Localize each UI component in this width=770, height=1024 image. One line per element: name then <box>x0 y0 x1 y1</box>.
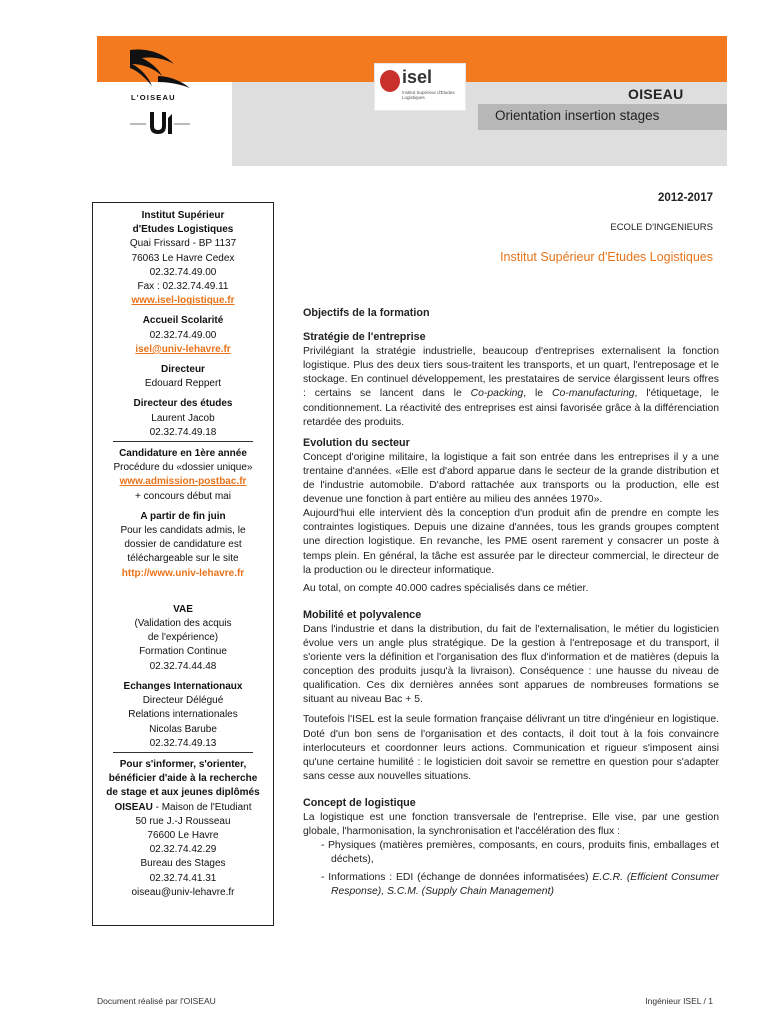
footer-page-number: Ingénieur ISEL / 1 <box>645 996 713 1006</box>
intl-line-2: Relations internationales <box>128 709 238 721</box>
inst-address-1: Quai Frissard - BP 1137 <box>129 238 237 250</box>
concept-bullet-informations: - Informations : EDI (échange de données informatisées) E.C.R. (Efficient Consumer Response), S.C.M. (Supply Chain Management) <box>321 872 719 898</box>
candidature-title: Candidature en 1ère année <box>119 448 247 460</box>
bureau-email[interactable]: oiseau@univ-lehavre.fr <box>131 886 235 898</box>
concept-heading: Concept de logistique <box>303 796 416 809</box>
juin-line-3: téléchargeable sur le site <box>127 553 239 565</box>
isel-logo-word: isel <box>402 67 433 87</box>
contact-sidebar <box>92 202 274 926</box>
oiseau-address-line: OISEAU - Maison de l'Etudiant <box>114 801 252 813</box>
mobilite-paragraph-1: Dans l'industrie et dans la distribution, du fait de l'externalisation, le métier du logisticien évolue vers un angle plus stratégique. De la gestion à l'entreposage et du transport, il s'oriente vers la définition et l'organisation des flux d'information et de matières (depuis la conception des produits jusqu'à la livraison). Conséquence : une hausse du niveau de qualification. Ces dix dernières années sont apparues de nombreuses formations se situant au niveau Bac + 5. <box>303 623 719 706</box>
intl-line-1: Directeur Délégué <box>142 695 224 707</box>
oiseau-address-3: 76600 Le Havre <box>147 829 219 841</box>
oiseau-phone: 02.32.74.42.29 <box>149 844 217 856</box>
years-label: 2012-2017 <box>658 192 713 204</box>
vae-title: VAE <box>173 603 193 615</box>
candidature-concours: + concours début mai <box>135 490 231 502</box>
mobilite-paragraph-2: Toutefois l'ISEL est la seule formation française délivrant un titre d'ingénieur en logistique. Doté d'un bon sens de l'organisation et des contacts, il doit tout à la fois convaincre interlocuteurs et coordonner leurs actions. Communication et rigueur s'imposent ainsi qu'une certaine humilité : le logisticien doit savoir se remettre en question pour s'adapter sans cesse aux nouvelles situations. <box>303 714 719 782</box>
candidature-procedure: Procédure du «dossier unique» <box>113 462 253 474</box>
institute-title: Institut Supérieur d'Etudes Logistiques <box>500 250 713 264</box>
evolution-heading: Evolution du secteur <box>303 436 410 449</box>
oiseau-bird-logo <box>128 46 192 90</box>
org-name: OISEAU <box>628 86 684 102</box>
isel-mark-icon <box>380 70 400 92</box>
juin-title: A partir de fin juin <box>140 510 226 522</box>
oiseau-logo-text: L'OISEAU <box>131 93 176 102</box>
scolarite-email-link[interactable]: isel@univ-lehavre.fr <box>135 343 231 355</box>
org-subtitle: Orientation insertion stages <box>495 108 660 123</box>
etudes-phone: 02.32.74.49.18 <box>149 426 217 438</box>
objectifs-heading: Objectifs de la formation <box>303 307 430 319</box>
info-heading: Pour s'informer, s'orienter, bénéficier d'aide à la recherche de stage et aux jeunes diplômés <box>106 758 260 799</box>
univ-lehavre-link[interactable]: http://www.univ-lehavre.fr <box>121 567 245 579</box>
concept-bullet-physiques: - Physiques (matières premières, composants, en cours, produits finis, emballages et déchets), <box>321 840 719 866</box>
divider <box>113 752 253 753</box>
intl-title: Echanges Internationaux <box>123 680 243 692</box>
evolution-paragraph-2: Aujourd'hui elle intervient dès la conception d'un produit afin de prendre en compte les contraintes logistiques. Depuis une dizaine d'années, tous les grands groupes comptent une direction logistique. En revanche, les PME osent rarement y consacrer un poste à temps plein. En général, la tâche est assurée par le directeur commercial, le directeur de la production ou le directeur informatique. <box>303 508 719 576</box>
vae-line-1: (Validation des acquis <box>134 618 232 630</box>
intl-phone: 02.32.74.49.13 <box>149 737 217 749</box>
intl-name: Nicolas Barube <box>149 723 217 735</box>
isel-logo <box>374 63 466 111</box>
etudes-title: Directeur des études <box>133 398 233 410</box>
directeur-name: Edouard Reppert <box>144 378 222 390</box>
vae-line-3: Formation Continue <box>139 646 227 658</box>
vae-line-2: de l'expérience) <box>147 632 219 644</box>
oiseau-address-2: 50 rue J.-J Rousseau <box>135 815 231 827</box>
evolution-paragraph-3: Au total, on compte 40.000 cadres spécialisés dans ce métier. <box>303 582 589 594</box>
main-content <box>303 306 719 904</box>
inst-title: Institut Supérieur d'Etudes Logistiques <box>132 210 234 236</box>
juin-line-2: dossier de candidature est <box>124 539 242 551</box>
website-link[interactable]: www.isel-logistique.fr <box>131 295 235 307</box>
scolarite-title: Accueil Scolarité <box>142 315 224 327</box>
inst-address-2: 76063 Le Havre Cedex <box>131 252 235 264</box>
admission-postbac-link[interactable]: www.admission-postbac.fr <box>119 476 247 488</box>
vae-phone: 02.32.74.44.48 <box>149 660 217 672</box>
strategie-paragraph: Privilégiant la stratégie industrielle, beaucoup d'entreprises externalisent la fonction logistique. Plus des deux tiers sous-traitent les transports, et un quart, l'entreposage et le stockage. En continuel développement, les prestataires de service élargissent leurs offres : certains se lancent dans le Co-packing, le Co-manufacturing, l'étiquetage, le conditionnement. La réactivité des entreprises est ainsi favorisée grâce à la différenciation retardée des produits. <box>303 346 719 428</box>
etudes-name: Laurent Jacob <box>151 412 215 424</box>
isel-logo-tagline: Institut Supérieur d'Etudes Logistiques <box>402 90 455 100</box>
footer-left: Document réalisé par l'OISEAU <box>97 996 216 1006</box>
scolarite-phone: 02.32.74.49.00 <box>149 329 217 341</box>
evolution-paragraph-1: Concept d'origine militaire, la logistique a fait son entrée dans les entreprises il y a une trentaine d'années. «Elle est d'abord apparue dans le secteur de la grande distribution et de l'industrie automobile. D'abord rattachée aux transports ou la production, elle est devenue une fonction à part entière au milieu des années 1970». <box>303 451 719 506</box>
strategie-heading: Stratégie de l'entreprise <box>303 331 426 344</box>
bureau-title: Bureau des Stages <box>140 858 226 870</box>
inst-phone: 02.32.74.49.00 <box>149 266 217 278</box>
directeur-title: Directeur <box>161 364 205 376</box>
concept-paragraph: La logistique est une fonction transversale de l'entreprise. Elle vise, par une gestion globale, l'harmonisation, la synchronisation et l'accélération des flux : <box>303 812 719 838</box>
universite-logo <box>130 110 190 138</box>
bureau-phone: 02.32.74.41.31 <box>149 872 217 884</box>
school-type: ECOLE D'INGENIEURS <box>610 222 713 233</box>
inst-fax: Fax : 02.32.74.49.11 <box>137 281 229 293</box>
juin-line-1: Pour les candidats admis, le <box>120 525 246 537</box>
divider <box>113 441 253 442</box>
mobilite-heading: Mobilité et polyvalence <box>303 608 422 621</box>
